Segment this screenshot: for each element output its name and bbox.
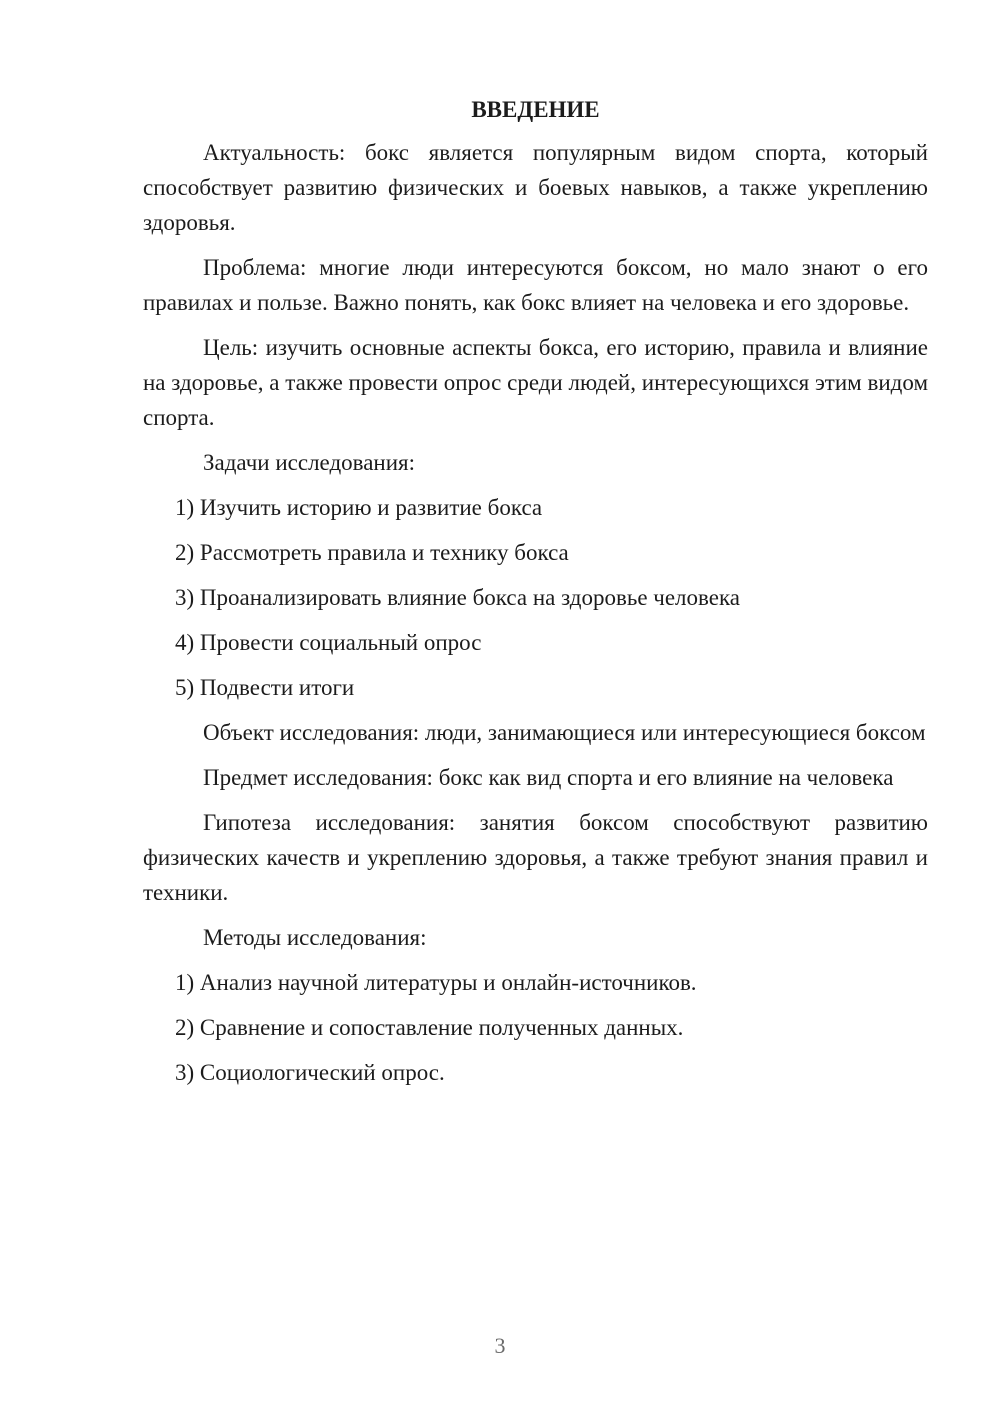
section-title: ВВЕДЕНИЕ: [471, 97, 600, 122]
page-number: 3: [494, 1333, 506, 1358]
methods-heading: Методы исследования:: [203, 925, 427, 950]
task-item: 3) Проанализировать влияние бокса на здоровье человека: [175, 585, 741, 610]
method-item: 3) Социологический опрос.: [175, 1060, 445, 1085]
tasks-heading: Задачи исследования:: [203, 450, 416, 475]
relevance-paragraph: Актуальность: бокс является популярным видом спорта, который способствует развитию физических и боевых навыков, а также укреплению здоровья.: [143, 140, 928, 235]
object-paragraph: Объект исследования: люди, занимающиеся или интересующиеся боксом: [203, 720, 926, 745]
goal-paragraph: Цель: изучить основные аспекты бокса, его историю, правила и влияние на здоровье, а также провести опрос среди людей, интересующихся этим видом спорта.: [143, 335, 928, 430]
task-item: 4) Провести социальный опрос: [175, 630, 482, 655]
task-item: 5) Подвести итоги: [175, 675, 355, 700]
problem-paragraph: Проблема: многие люди интересуются боксом, но мало знают о его правилах и пользе. Важно понять, как бокс влияет на человека и его здоровье.: [143, 255, 928, 315]
subject-paragraph: Предмет исследования: бокс как вид спорта и его влияние на человека: [203, 765, 894, 790]
method-item: 1) Анализ научной литературы и онлайн-источников.: [175, 970, 697, 995]
hypothesis-paragraph: Гипотеза исследования: занятия боксом способствуют развитию физических качеств и укреплению здоровья, а также требуют знания правил и техники.: [143, 810, 928, 905]
task-item: 2) Рассмотреть правила и технику бокса: [175, 540, 569, 565]
method-item: 2) Сравнение и сопоставление полученных данных.: [175, 1015, 684, 1040]
task-item: 1) Изучить историю и развитие бокса: [175, 495, 543, 520]
page-content: [143, 95, 928, 1100]
